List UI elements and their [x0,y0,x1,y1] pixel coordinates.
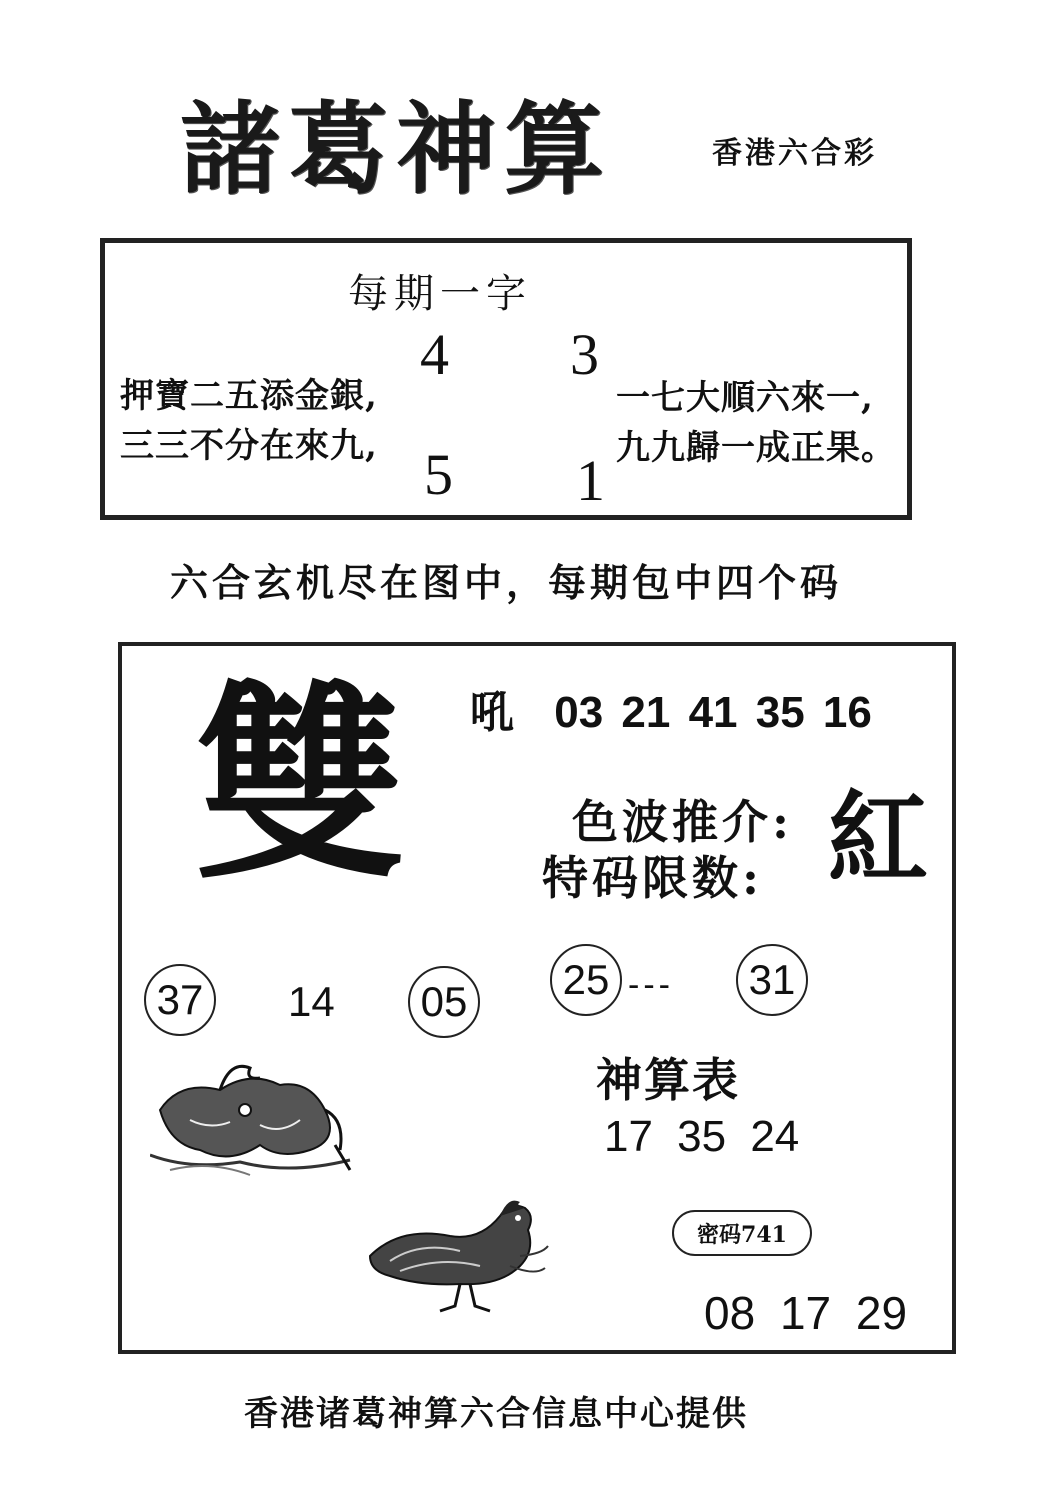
dragon-icon [150,1050,360,1180]
rooster-icon [360,1196,550,1316]
riddle-number-1: 4 [420,322,449,387]
page-subtitle: 香港六合彩 [712,136,877,171]
kill-numbers-row [470,676,872,740]
plain-number: 14 [288,978,335,1025]
riddle-heading: 每期一字 [348,271,532,317]
riddle-left-line-1: 押寶二五添金銀, [120,376,378,416]
wave-label: 色波推介: [572,795,793,849]
limit-label: 特码限数: [542,851,763,905]
bottom-numbers: 08 17 29 [704,1287,908,1339]
kill-label: 吼 [470,688,514,737]
slogan: 六合玄机尽在图中，每期包中四个码 [170,560,843,605]
riddle-right-line-2: 九九歸一成正果。 [616,428,896,468]
table-title: 神算表 [596,1053,740,1107]
number-ball: 37 [144,964,216,1036]
secret-code: 密码741 [672,1210,812,1256]
number-ball: 05 [408,966,480,1038]
range-dash: --- [628,966,674,1004]
riddle-number-3: 5 [424,442,453,507]
range-end-ball: 31 [736,944,808,1016]
kill-numbers: 03 21 41 35 16 [554,688,872,737]
riddle-number-4: 1 [576,448,605,513]
riddle-right-line-1: 一七大順六來一, [616,378,874,418]
wave-value: 紅 [828,779,928,897]
range-start-ball: 25 [550,944,622,1016]
table-numbers: 17 35 24 [604,1112,800,1161]
riddle-left-line-2: 三三不分在來九, [120,426,378,466]
riddle-number-2: 3 [570,322,599,387]
page-title: 諸葛神算 [180,91,612,208]
big-character: 雙 [195,661,406,908]
footer-credit: 香港诸葛神算六合信息中心提供 [244,1394,748,1434]
